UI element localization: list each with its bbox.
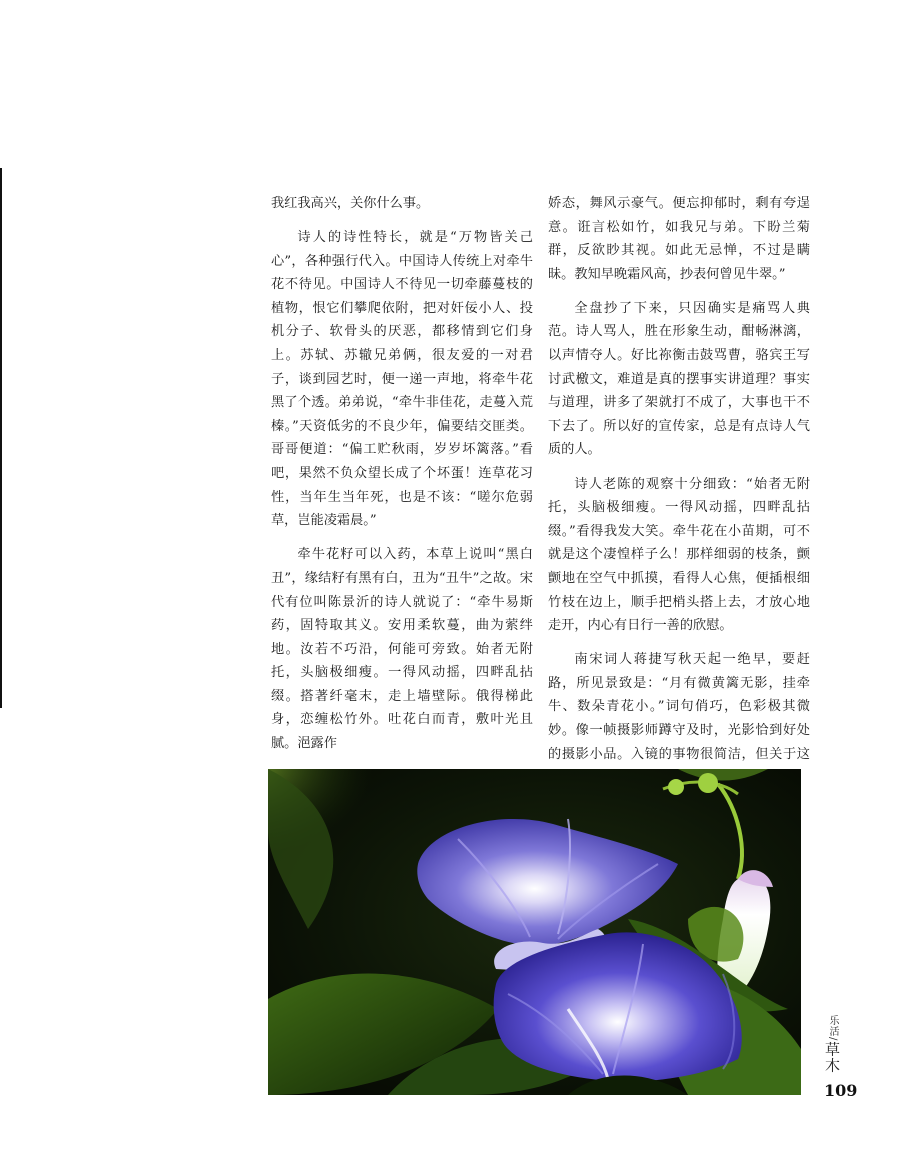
paragraph: 牵牛花籽可以入药，本草上说叫“黑白丑”，缘结籽有黑有白，丑为“丑牛”之故。宋代有位叫陈景沂的诗人就说了：“牵牛易斯药，固特取其义。安用柔软蔓，曲为萦绊地。汝若不巧沿，何能可旁致。始者无附托，头脑极细瘦。一得风动摇，四畔乱拈缀。搭著纤毫末，走上墙壁际。俄得梯此身，恋缠松竹外。吐花白而青，敷叶光且腻。浥露作	[271, 547, 533, 752]
paragraph: 全盘抄了下来，只因确实是痛骂人典范。诗人骂人，胜在形象生动，酣畅淋漓，以声情夺人。好比祢衡击鼓骂曹，骆宾王写讨武檄文，难道是真的摆事实讲道理？事实与道理，讲多了架就打不成了，大事也干不下去了。所以好的宣传家，总是有点诗人气质的人。	[548, 300, 810, 458]
page-number: 109	[824, 1081, 858, 1100]
section-name: 草木	[823, 1041, 841, 1074]
paragraph: 诗人的诗性特长，就是“万物皆关己心”，各种强行代入。中国诗人传统上对牵牛花不待见。中国诗人不待见一切牵藤蔓枝的植物，恨它们攀爬依附，把对奸佞小人、投机分子、软骨头的厌恶，都移情到它们身上。苏轼、苏辙兄弟俩，很友爱的一对君子，谈到园艺时，便一递一声地，将牵牛花黑了个透。弟弟说，“牵牛非佳花，走蔓入荒榛。”天资低劣的不良少年，偏要结交匪类。哥哥便道：“偏工贮秋雨，岁岁坏篱落。”看吧，果然不负众望长成了个坏蛋！连草花习性，当年生当年死，也是不该：“嗟尔危弱草，岂能凌霜晨。”	[271, 230, 533, 529]
paragraph: 南宋词人蒋捷写秋天起一绝早，要赶路，所见景致是：“月有微黄篱无影，挂牵牛、数朵青花小。”词句俏巧，色彩极其微妙。像一帧摄影师蹲守及时，光影恰到好处的摄影小品。入镜的事物很简洁，但关于这	[548, 652, 810, 762]
morning-glory-photo	[268, 769, 801, 1095]
section-label	[822, 1015, 843, 1073]
article-column-left	[271, 192, 533, 766]
paragraph: 我红我高兴，关你什么事。	[271, 196, 430, 211]
section-prefix: 乐活/	[827, 1015, 838, 1042]
page-edge-rule	[0, 168, 2, 708]
paragraph: 诗人老陈的观察十分细致：“始者无附托，头脑极细瘦。一得风动摇，四畔乱拈缀。”看得我发大笑。牵牛花在小苗期，可不就是这个凄惶样子么！那样细弱的枝条，颤颤地在空气中抓摸，看得人心焦，便插根细竹枝在边上，顺手把梢头搭上去，才放心地走开，内心有日行一善的欣慰。	[548, 476, 810, 634]
article-column-right	[548, 192, 810, 800]
paragraph: 娇态，舞风示豪气。便忘抑郁时，剩有夸逞意。诳言松如竹，如我兄与弟。下盼兰菊群，反欲眇其视。如此无忌惮，不过是瞒昧。教知早晚霜风高，抄表何曾见牛翠。”	[548, 196, 810, 282]
